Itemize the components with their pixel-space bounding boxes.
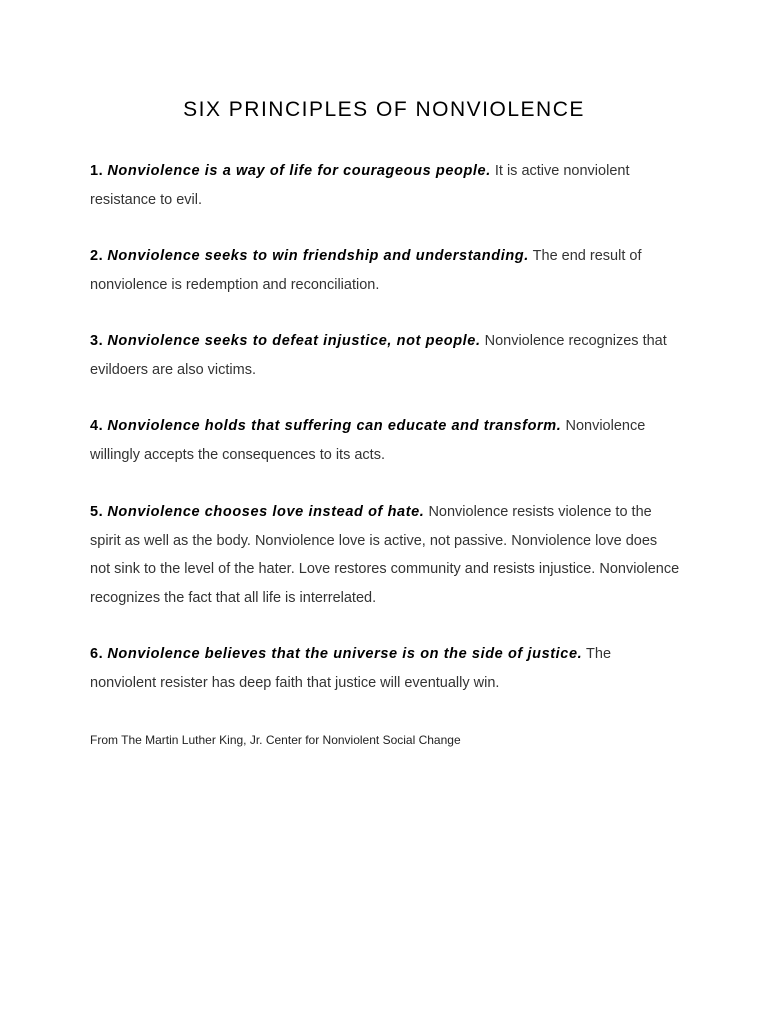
principle-lead: Nonviolence holds that suffering can educate and transform.: [107, 418, 562, 434]
principle-text: The nonviolent resister has deep faith that justice will eventually win.: [90, 646, 612, 691]
principle-text: Nonviolence willingly accepts the consequences to its acts.: [90, 418, 646, 463]
principle-2: [90, 242, 680, 299]
principle-number: 6.: [90, 646, 104, 662]
principle-1: [90, 157, 680, 214]
principle-number: 5.: [90, 504, 104, 520]
principle-3: [90, 327, 680, 384]
principle-number: 1.: [90, 163, 104, 179]
principle-6: [90, 640, 680, 697]
principle-number: 4.: [90, 418, 104, 434]
principle-5: [90, 498, 680, 612]
principle-text: Nonviolence resists violence to the spirit as well as the body. Nonviolence love is active, not passive. Nonviolence love does not sink to the level of the hater. Love restores community and resists injustice. Nonviolence recognizes the fact that all life is interrelated.: [90, 504, 680, 606]
principle-lead: Nonviolence seeks to win friendship and understanding.: [107, 248, 529, 264]
principle-4: [90, 412, 680, 469]
principle-number: 3.: [90, 333, 104, 349]
principle-number: 2.: [90, 248, 104, 264]
page-title: SIX PRINCIPLES OF NONVIOLENCE: [183, 98, 585, 121]
principle-text: Nonviolence recognizes that evildoers are also victims.: [90, 333, 667, 378]
source-attribution: From The Martin Luther King, Jr. Center for Nonviolent Social Change: [90, 733, 461, 747]
principle-lead: Nonviolence is a way of life for courageous people.: [107, 163, 491, 179]
principle-text: The end result of nonviolence is redemption and reconciliation.: [90, 248, 642, 293]
principle-lead: Nonviolence seeks to defeat injustice, not people.: [107, 333, 481, 349]
principle-lead: Nonviolence chooses love instead of hate.: [107, 504, 425, 520]
principle-text: It is active nonviolent resistance to evil.: [90, 163, 630, 208]
principle-lead: Nonviolence believes that the universe is on the side of justice.: [107, 646, 583, 662]
